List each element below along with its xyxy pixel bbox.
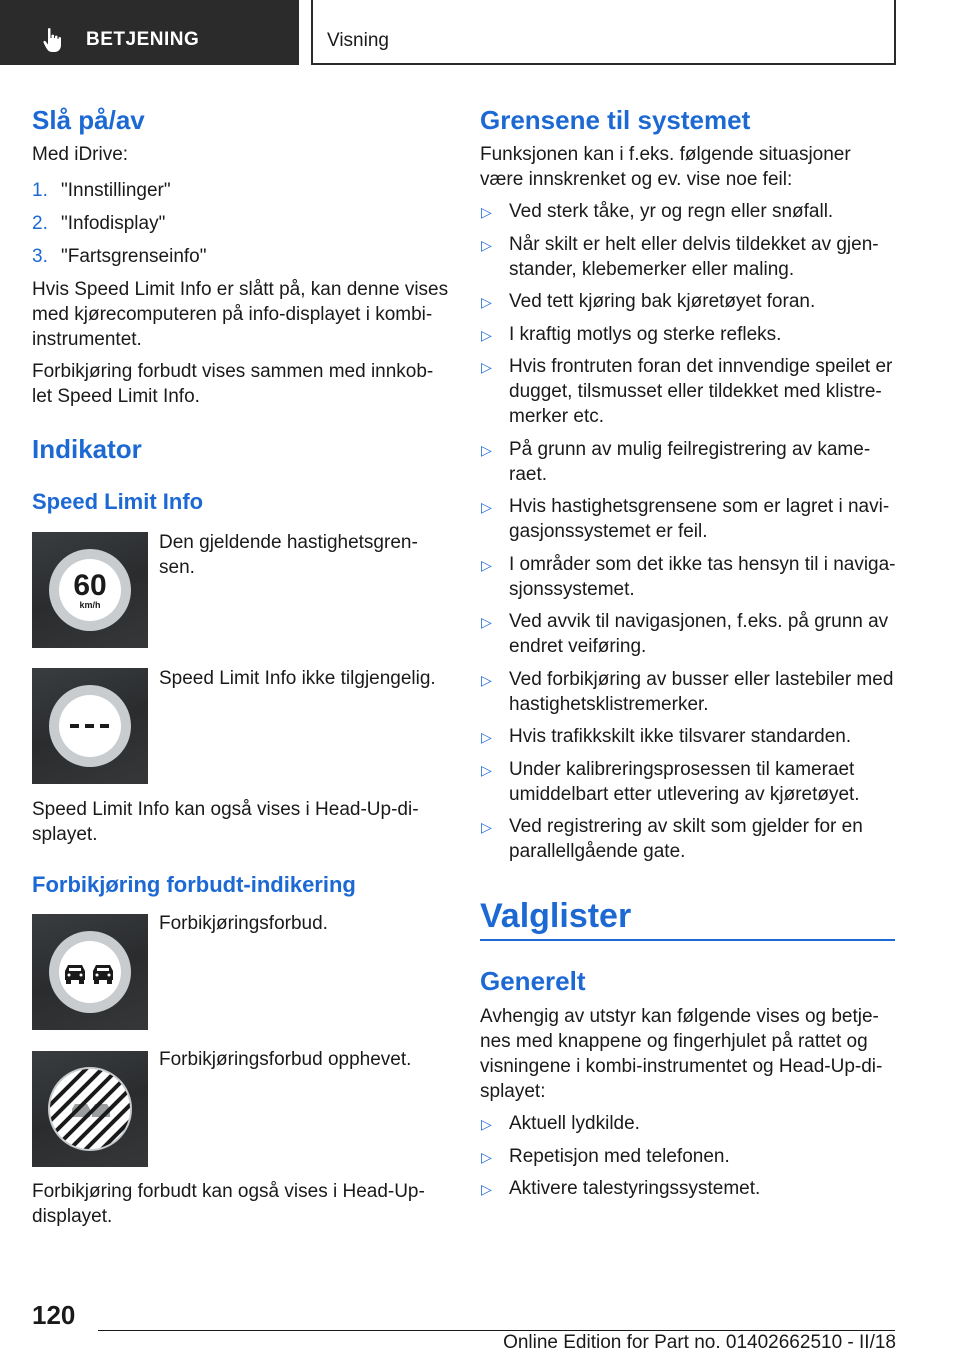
step-text: "Innstillinger"	[61, 180, 171, 201]
step-number: 1.	[32, 180, 48, 201]
idrive-intro: Med iDrive:	[32, 144, 129, 165]
end-no-overtaking-sign-icon	[32, 1051, 148, 1167]
step-text: "Infodisplay"	[61, 213, 166, 234]
text-line: Forbikjøring forbudt kan også vises i Head‑Up‑	[32, 1181, 425, 1202]
bullet-triangle-icon: ▷	[481, 819, 492, 835]
list-item	[509, 1111, 901, 1136]
bullet-triangle-icon: ▷	[481, 671, 492, 688]
step-number: 2.	[32, 213, 48, 234]
text-line: raet.	[509, 463, 548, 485]
text-line: visningene i kombi‑instrumentet og Head‑Up‑di‑	[480, 1056, 883, 1077]
footer-divider	[98, 1330, 895, 1331]
bullet-triangle-icon: ▷	[481, 236, 492, 253]
list-item	[509, 232, 901, 282]
list-item	[509, 1176, 901, 1201]
text-line: med kjørecomputeren på info‑displayet i kombi‑	[32, 304, 433, 325]
paragraph-overtaking-hud	[32, 1179, 425, 1229]
text-line: sen.	[159, 557, 195, 578]
heading-underline	[480, 939, 895, 941]
header-section-label: BETJENING	[86, 29, 200, 50]
bullet-triangle-icon: ▷	[481, 761, 492, 778]
list-item	[509, 437, 901, 487]
list-item	[509, 289, 901, 314]
text-line: Når skilt er helt eller delvis tildekket av gjen‑	[509, 233, 879, 255]
text-line: Speed Limit Info kan også vises i Head‑Up‑di‑	[32, 799, 419, 820]
list-item	[509, 609, 901, 659]
speed-sign-unavailable-icon	[32, 668, 148, 784]
text-line: Ved avvik til navigasjonen, f.eks. på grunn av	[509, 611, 889, 632]
sign-no-overtaking-text: Forbikjøringsforbud.	[159, 913, 328, 934]
heading-speed-limit-info: Speed Limit Info	[32, 489, 204, 514]
text-line: Hvis trafikkskilt ikke tilsvarer standarden.	[509, 726, 852, 747]
heading-on-off: Slå på/av	[32, 105, 145, 135]
bullet-triangle-icon: ▷	[481, 204, 492, 220]
text-line: sjonssystemet.	[509, 578, 635, 600]
text-line: umiddelbart etter utlevering av kjøretøyet.	[509, 783, 860, 805]
bullet-triangle-icon: ▷	[481, 441, 492, 458]
text-line: være innskrenket og ev. vise noe feil:	[480, 169, 793, 190]
text-line: Ved tett kjøring bak kjøretøyet foran.	[509, 291, 816, 312]
list-item	[509, 322, 901, 347]
list-item	[509, 199, 901, 224]
text-line: parallellgående gate.	[509, 841, 686, 862]
text-line: På grunn av mulig feilregistrering av kame‑	[509, 438, 871, 460]
bullet-triangle-icon: ▷	[481, 1116, 492, 1132]
bullet-triangle-icon: ▷	[481, 556, 492, 573]
text-line: Ved registrering av skilt som gjelder for en	[509, 816, 863, 837]
heading-overtaking-indicator: Forbikjøring forbudt‑indikering	[32, 872, 356, 897]
bullet-triangle-icon: ▷	[481, 326, 492, 343]
bullet-triangle-icon: ▷	[481, 729, 492, 745]
text-line: Den gjeldende hastighetsgren‑	[159, 532, 418, 553]
text-line: I kraftig motlys og sterke refleks.	[509, 323, 782, 345]
speed-unit: km/h	[79, 600, 101, 610]
text-line: let Speed Limit Info.	[32, 386, 200, 407]
list-item	[509, 757, 901, 807]
header-subsection-tab	[311, 0, 896, 65]
text-line: splayet.	[32, 824, 98, 845]
heading-indicator: Indikator	[32, 434, 142, 464]
text-line: hastighetsklistremerker.	[509, 693, 709, 715]
page-number: 120	[32, 1300, 76, 1330]
text-line: Hvis frontruten foran det innvendige speilet er	[509, 356, 893, 377]
text-line: gasjonssystemet er feil.	[509, 521, 708, 542]
text-line: stander, klebemerker eller maling.	[509, 258, 795, 280]
text-line: instrumentet.	[32, 329, 142, 350]
hand-pointer-icon	[42, 27, 64, 53]
general-paragraph	[480, 1004, 882, 1104]
text-line: Funksjonen kan i f.eks. følgende situasjoner	[480, 144, 851, 165]
text-line: Avhengig av utstyr kan følgende vises og betje‑	[480, 1006, 879, 1027]
bullet-triangle-icon: ▷	[481, 614, 492, 630]
step-text: "Fartsgrenseinfo"	[61, 246, 207, 267]
paragraph-overtaking-combined	[32, 359, 433, 409]
sign-current-limit-text	[159, 530, 418, 580]
text-line: Repetisjon med telefonen.	[509, 1145, 730, 1167]
text-line: Under kalibreringsprosessen til kameraet	[509, 758, 855, 780]
paragraph-sli-hud	[32, 797, 419, 847]
bullet-triangle-icon: ▷	[481, 294, 492, 310]
speed-limit-sign-image	[32, 532, 148, 648]
text-line: endret veiføring.	[509, 636, 647, 657]
end-no-overtaking-sign-image	[32, 1051, 148, 1167]
bullet-triangle-icon: ▷	[481, 1148, 492, 1165]
list-item	[509, 724, 901, 749]
text-line: merker etc.	[509, 406, 605, 427]
bullet-triangle-icon: ▷	[481, 499, 492, 515]
text-line: Ved forbikjøring av busser eller lastebiler med	[509, 668, 894, 690]
text-line: nes med knappene og fingerhjulet på rattet og	[480, 1031, 868, 1052]
heading-general: Generelt	[480, 966, 586, 996]
header-section-tab	[0, 0, 299, 65]
list-item	[509, 814, 901, 864]
text-line: Hvis Speed Limit Info er slått på, kan denne vises	[32, 279, 449, 300]
text-line: Aktuell lydkilde.	[509, 1113, 640, 1134]
list-item	[509, 354, 901, 429]
bullet-triangle-icon: ▷	[481, 359, 492, 375]
limits-intro	[480, 142, 851, 192]
sign-unavailable-text: Speed Limit Info ikke tilgjengelig.	[159, 668, 436, 689]
text-line: displayet.	[32, 1206, 113, 1227]
text-line: dugget, tilsmusset eller tildekket med klistre‑	[509, 381, 882, 402]
list-item	[509, 667, 901, 717]
no-overtaking-sign-icon	[32, 914, 148, 1030]
text-line: Hvis hastighetsgrensene som er lagret i navi‑	[509, 496, 890, 517]
speed-value: 60	[73, 569, 107, 602]
header-subsection-label: Visning	[327, 30, 389, 51]
speed-limit-unavailable-image	[32, 668, 148, 784]
list-item	[509, 494, 901, 544]
list-item	[509, 1144, 901, 1169]
speed-sign-60-icon	[32, 532, 148, 648]
list-item	[509, 552, 901, 602]
step-number: 3.	[32, 246, 48, 267]
sign-end-no-overtaking-text: Forbikjøringsforbud opphevet.	[159, 1049, 412, 1070]
no-overtaking-sign-image	[32, 914, 148, 1030]
heading-selection-lists: Valglister	[480, 897, 632, 935]
bullet-triangle-icon: ▷	[481, 1181, 492, 1197]
paragraph-speed-limit-info	[32, 277, 448, 352]
text-line: splayet:	[480, 1081, 546, 1102]
text-line: Forbikjøring forbudt vises sammen med innkob‑	[32, 361, 434, 382]
text-line: Ved sterk tåke, yr og regn eller snøfall.	[509, 201, 834, 222]
heading-system-limits: Grensene til systemet	[480, 105, 751, 135]
text-line: Aktivere talestyringssystemet.	[509, 1178, 761, 1199]
footer-edition: Online Edition for Part no. 01402662510 - II/18	[503, 1332, 896, 1353]
text-line: I områder som det ikke tas hensyn til i naviga‑	[509, 553, 896, 575]
